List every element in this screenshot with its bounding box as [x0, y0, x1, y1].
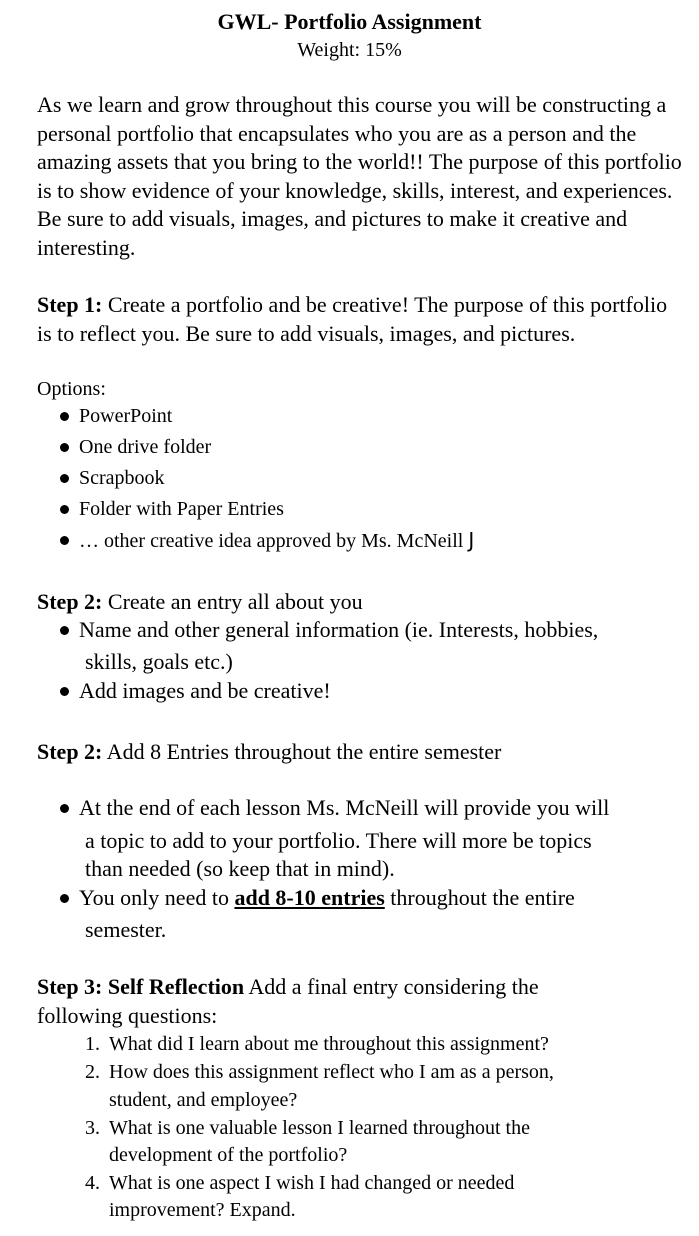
- bullet-text: Add images and be creative!: [79, 678, 331, 703]
- bullet-icon: [60, 443, 69, 452]
- intro-paragraph: As we learn and grow throughout this course you will be constructing a personal portfolio that encapsulates who you are as a person and the amazing assets that you bring to the world!! The purpose of this portfolio is to show evidence of your knowledge, skills, interest, and experiences. Be sure to add visuals, images, and pictures to make it creative and interesting.: [37, 92, 682, 260]
- step2a-label: Step 2:: [37, 589, 103, 614]
- step2b-label: Step 2:: [37, 739, 103, 764]
- question-number: 3.: [85, 1117, 100, 1139]
- bullet-icon: [60, 626, 69, 635]
- emphasis-text: add 8-10 entries: [234, 885, 385, 910]
- question-text: What is one valuable lesson I learned throughout the: [109, 1117, 530, 1139]
- option-text: Folder with Paper Entries: [79, 498, 284, 520]
- question-number: 4.: [85, 1172, 100, 1194]
- bullet-icon: [60, 536, 69, 545]
- step3-text: Add a final entry considering the: [244, 974, 539, 999]
- bullet-text: At the end of each lesson Ms. McNeill will provide you will: [79, 795, 610, 820]
- bullet-icon: [60, 894, 69, 903]
- bullet-icon: [60, 412, 69, 421]
- question-number: 2.: [85, 1061, 100, 1083]
- step1-paragraph: [37, 291, 677, 348]
- step3-heading: [37, 973, 539, 1001]
- question-text-continued: improvement? Expand.: [109, 1199, 296, 1221]
- step3-text-continued: following questions:: [37, 1003, 218, 1028]
- options-label: Options:: [37, 378, 106, 400]
- question-text-continued: student, and employee?: [109, 1089, 298, 1111]
- question-text-continued: development of the portfolio?: [109, 1144, 348, 1166]
- question-text: What did I learn about me throughout this assignment?: [109, 1033, 549, 1055]
- step1-text: Create a portfolio and be creative! The purpose of this portfolio is to reflect you. Be sure to add visuals, images, and pictures.: [37, 292, 668, 346]
- option-text: One drive folder: [79, 436, 212, 458]
- smiley-icon: J: [468, 528, 475, 552]
- bullet-icon: [60, 687, 69, 696]
- bullet-icon: [60, 505, 69, 514]
- bullet-text-continued: skills, goals etc.): [85, 649, 233, 674]
- step3-label: Step 3: Self Reflection: [37, 974, 245, 999]
- option-text: Scrapbook: [79, 467, 165, 489]
- step1-label: Step 1:: [37, 292, 103, 317]
- bullet-icon: [60, 474, 69, 483]
- weight-label: Weight: 15%: [297, 39, 402, 61]
- page-title: GWL- Portfolio Assignment: [217, 9, 482, 34]
- question-text: What is one aspect I wish I had changed or needed: [109, 1172, 515, 1194]
- step2b-text: Add 8 Entries throughout the entire semester: [102, 739, 502, 764]
- step2b-heading: [37, 738, 501, 766]
- option-text: … other creative idea approved by Ms. McNeill J: [79, 528, 475, 552]
- bullet-text-continued: than needed (so keep that in mind).: [85, 856, 395, 881]
- step2a-heading: [37, 588, 363, 616]
- question-number: 1.: [85, 1033, 100, 1055]
- option-text: PowerPoint: [79, 405, 173, 427]
- bullet-text-continued: semester.: [85, 917, 167, 942]
- bullet-text: Name and other general information (ie. Interests, hobbies,: [79, 617, 599, 642]
- question-text: How does this assignment reflect who I am as a person,: [109, 1061, 554, 1083]
- bullet-text: You only need to add 8-10 entries throughout the entire: [79, 885, 575, 910]
- step2a-text: Create an entry all about you: [102, 589, 363, 614]
- bullet-icon: [60, 804, 69, 813]
- bullet-text-continued: a topic to add to your portfolio. There will more be topics: [85, 828, 592, 853]
